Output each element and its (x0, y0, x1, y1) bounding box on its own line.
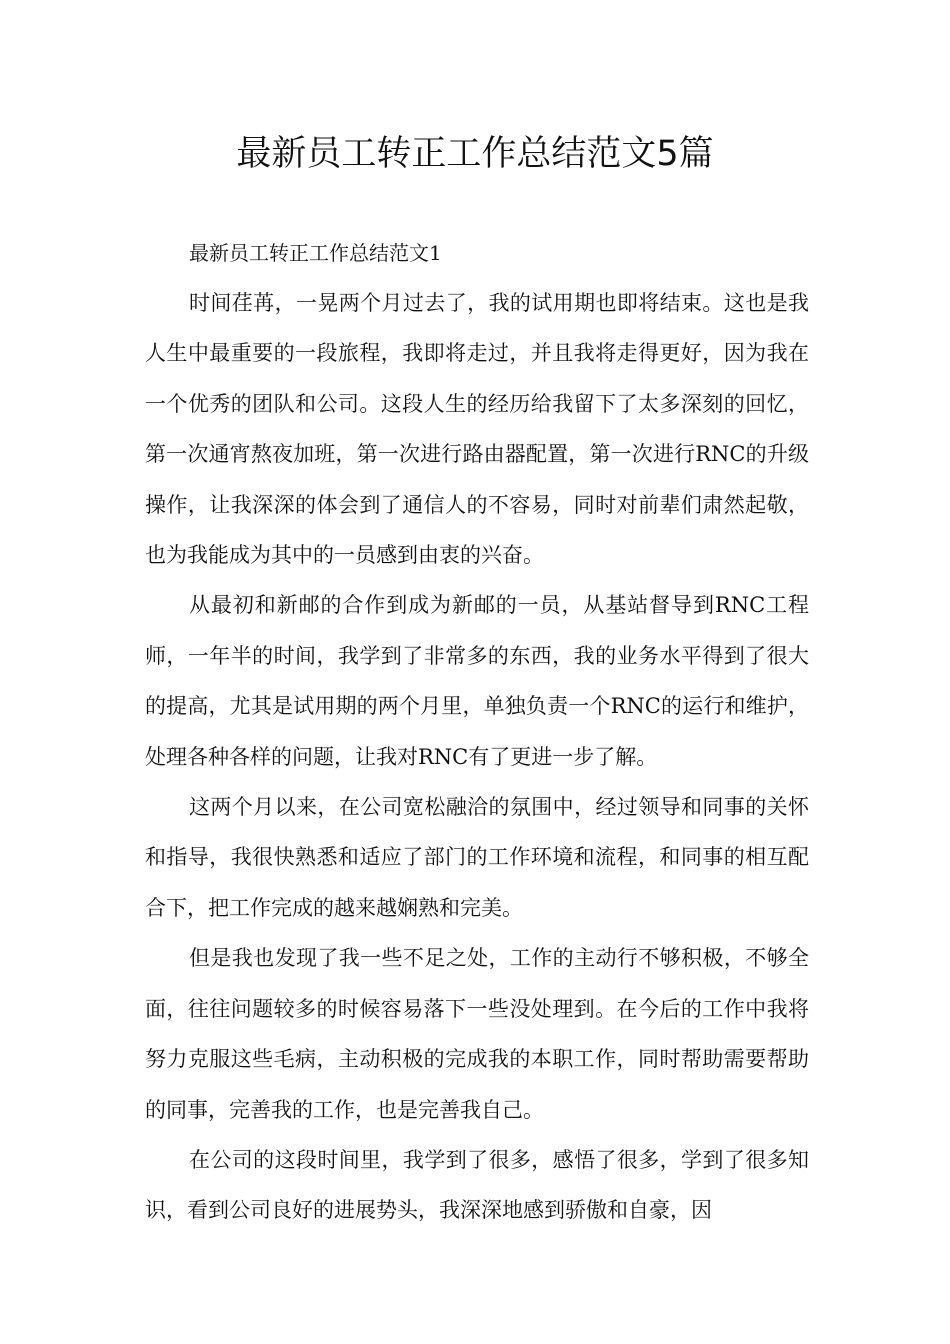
document-title: 最新员工转正工作总结范文5篇 (236, 134, 714, 174)
section-heading: 最新员工转正工作总结范文1 (189, 241, 442, 265)
paragraph-2: 从最初和新邮的合作到成为新邮的一员，从基站督导到RNC工程师，一年半的时间，我学到了非常多的东西，我的业务水平得到了很大的提高，尤其是试用期的两个月里，单独负责一个RNC的运行和维护，处理各种各样的问题，让我对RNC有了更进一步了解。 (145, 593, 809, 769)
document-body (145, 228, 809, 1236)
paragraph-3: 这两个月以来，在公司宽松融洽的氛围中，经过领导和同事的关怀和指导，我很快熟悉和适应了部门的工作环境和流程，和同事的相互配合下，把工作完成的越来越娴熟和完美。 (145, 795, 809, 920)
paragraph-4: 但是我也发现了我一些不足之处，工作的主动行不够积极，不够全面，往往问题较多的时候容易落下一些没处理到。在今后的工作中我将努力克服这些毛病，主动积极的完成我的本职工作，同时帮助需要帮助的同事，完善我的工作，也是完善我自己。 (145, 946, 809, 1122)
paragraph-5: 在公司的这段时间里，我学到了很多，感悟了很多，学到了很多知识，看到公司良好的进展势头，我深深地感到骄傲和自豪，因 (145, 1147, 809, 1223)
paragraph-1: 时间荏苒，一晃两个月过去了，我的试用期也即将结束。这也是我人生中最重要的一段旅程，我即将走过，并且我将走得更好，因为我在一个优秀的团队和公司。这段人生的经历给我留下了太多深刻的回忆，第一次通宵熬夜加班，第一次进行路由器配置，第一次进行RNC的升级操作，让我深深的体会到了通信人的不容易，同时对前辈们肃然起敬，也为我能成为其中的一员感到由衷的兴奋。 (145, 291, 809, 568)
